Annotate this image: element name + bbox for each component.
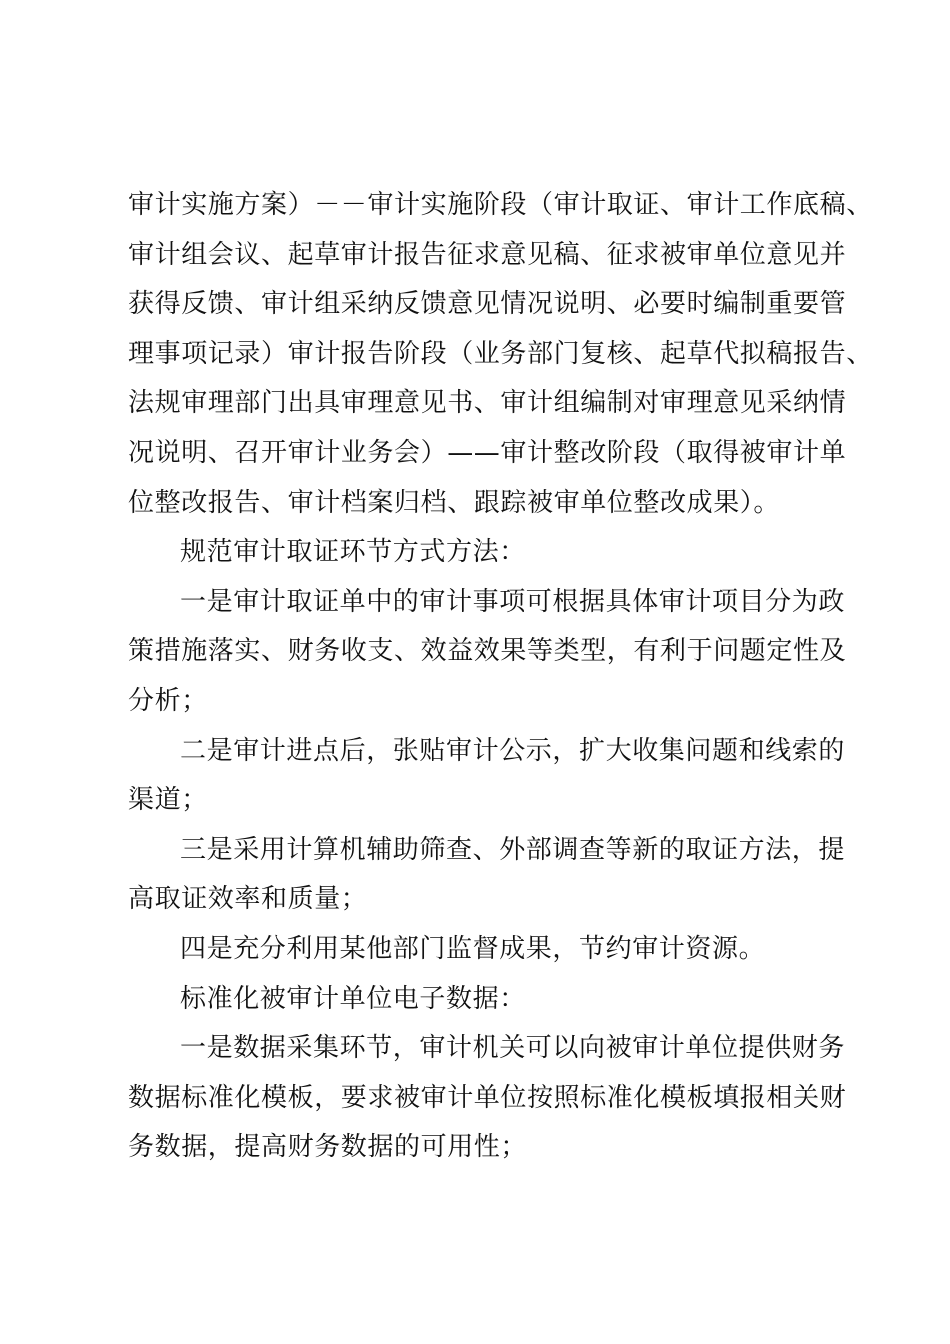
text-line: 数据标准化模板，要求被审计单位按照标准化模板填报相关财 <box>128 1082 847 1113</box>
section-heading-electronic-data: 标准化被审计单位电子数据： <box>180 983 526 1014</box>
text-line: 策措施落实、财务收支、效益效果等类型，有利于问题定性及 <box>128 636 847 667</box>
text-line: 位整改报告、审计档案归档、跟踪被审单位整改成果）。 <box>128 487 781 518</box>
text-line: 一是审计取证单中的审计事项可根据具体审计项目分为政 <box>180 586 846 617</box>
text-line: 获得反馈、审计组采纳反馈意见情况说明、必要时编制重要管 <box>128 289 847 320</box>
text-line: 高取证效率和质量； <box>128 884 368 915</box>
text-line: 务数据，提高财务数据的可用性； <box>128 1132 528 1163</box>
text-line: 一是数据采集环节，审计机关可以向被审计单位提供财务 <box>180 1033 846 1064</box>
text-line: 审计实施方案）－－审计实施阶段（审计取证、审计工作底稿、 <box>128 190 873 220</box>
text-line: 渠道； <box>128 785 208 816</box>
text-line: 分析； <box>128 685 208 716</box>
text-line: 三是采用计算机辅助筛查、外部调查等新的取证方法，提 <box>180 834 846 865</box>
text-line: 法规审理部门出具审理意见书、审计组编制对审理意见采纳情 <box>128 388 847 419</box>
text-line: 四是充分利用某他部门监督成果，节约审计资源。 <box>180 933 766 964</box>
text-line: 理事项记录）审计报告阶段（业务部门复核、起草代拟稿报告、 <box>128 338 873 369</box>
document-body <box>128 181 873 1173</box>
text-line: 审计组会议、起草审计报告征求意见稿、征求被审单位意见并 <box>128 239 847 270</box>
section-heading-evidence-methods: 规范审计取证环节方式方法： <box>180 537 526 568</box>
text-line: 二是审计进点后，张贴审计公示，扩大收集问题和线索的 <box>180 735 846 766</box>
text-line: 况说明、召开审计业务会）——审计整改阶段（取得被审计单 <box>128 437 847 468</box>
